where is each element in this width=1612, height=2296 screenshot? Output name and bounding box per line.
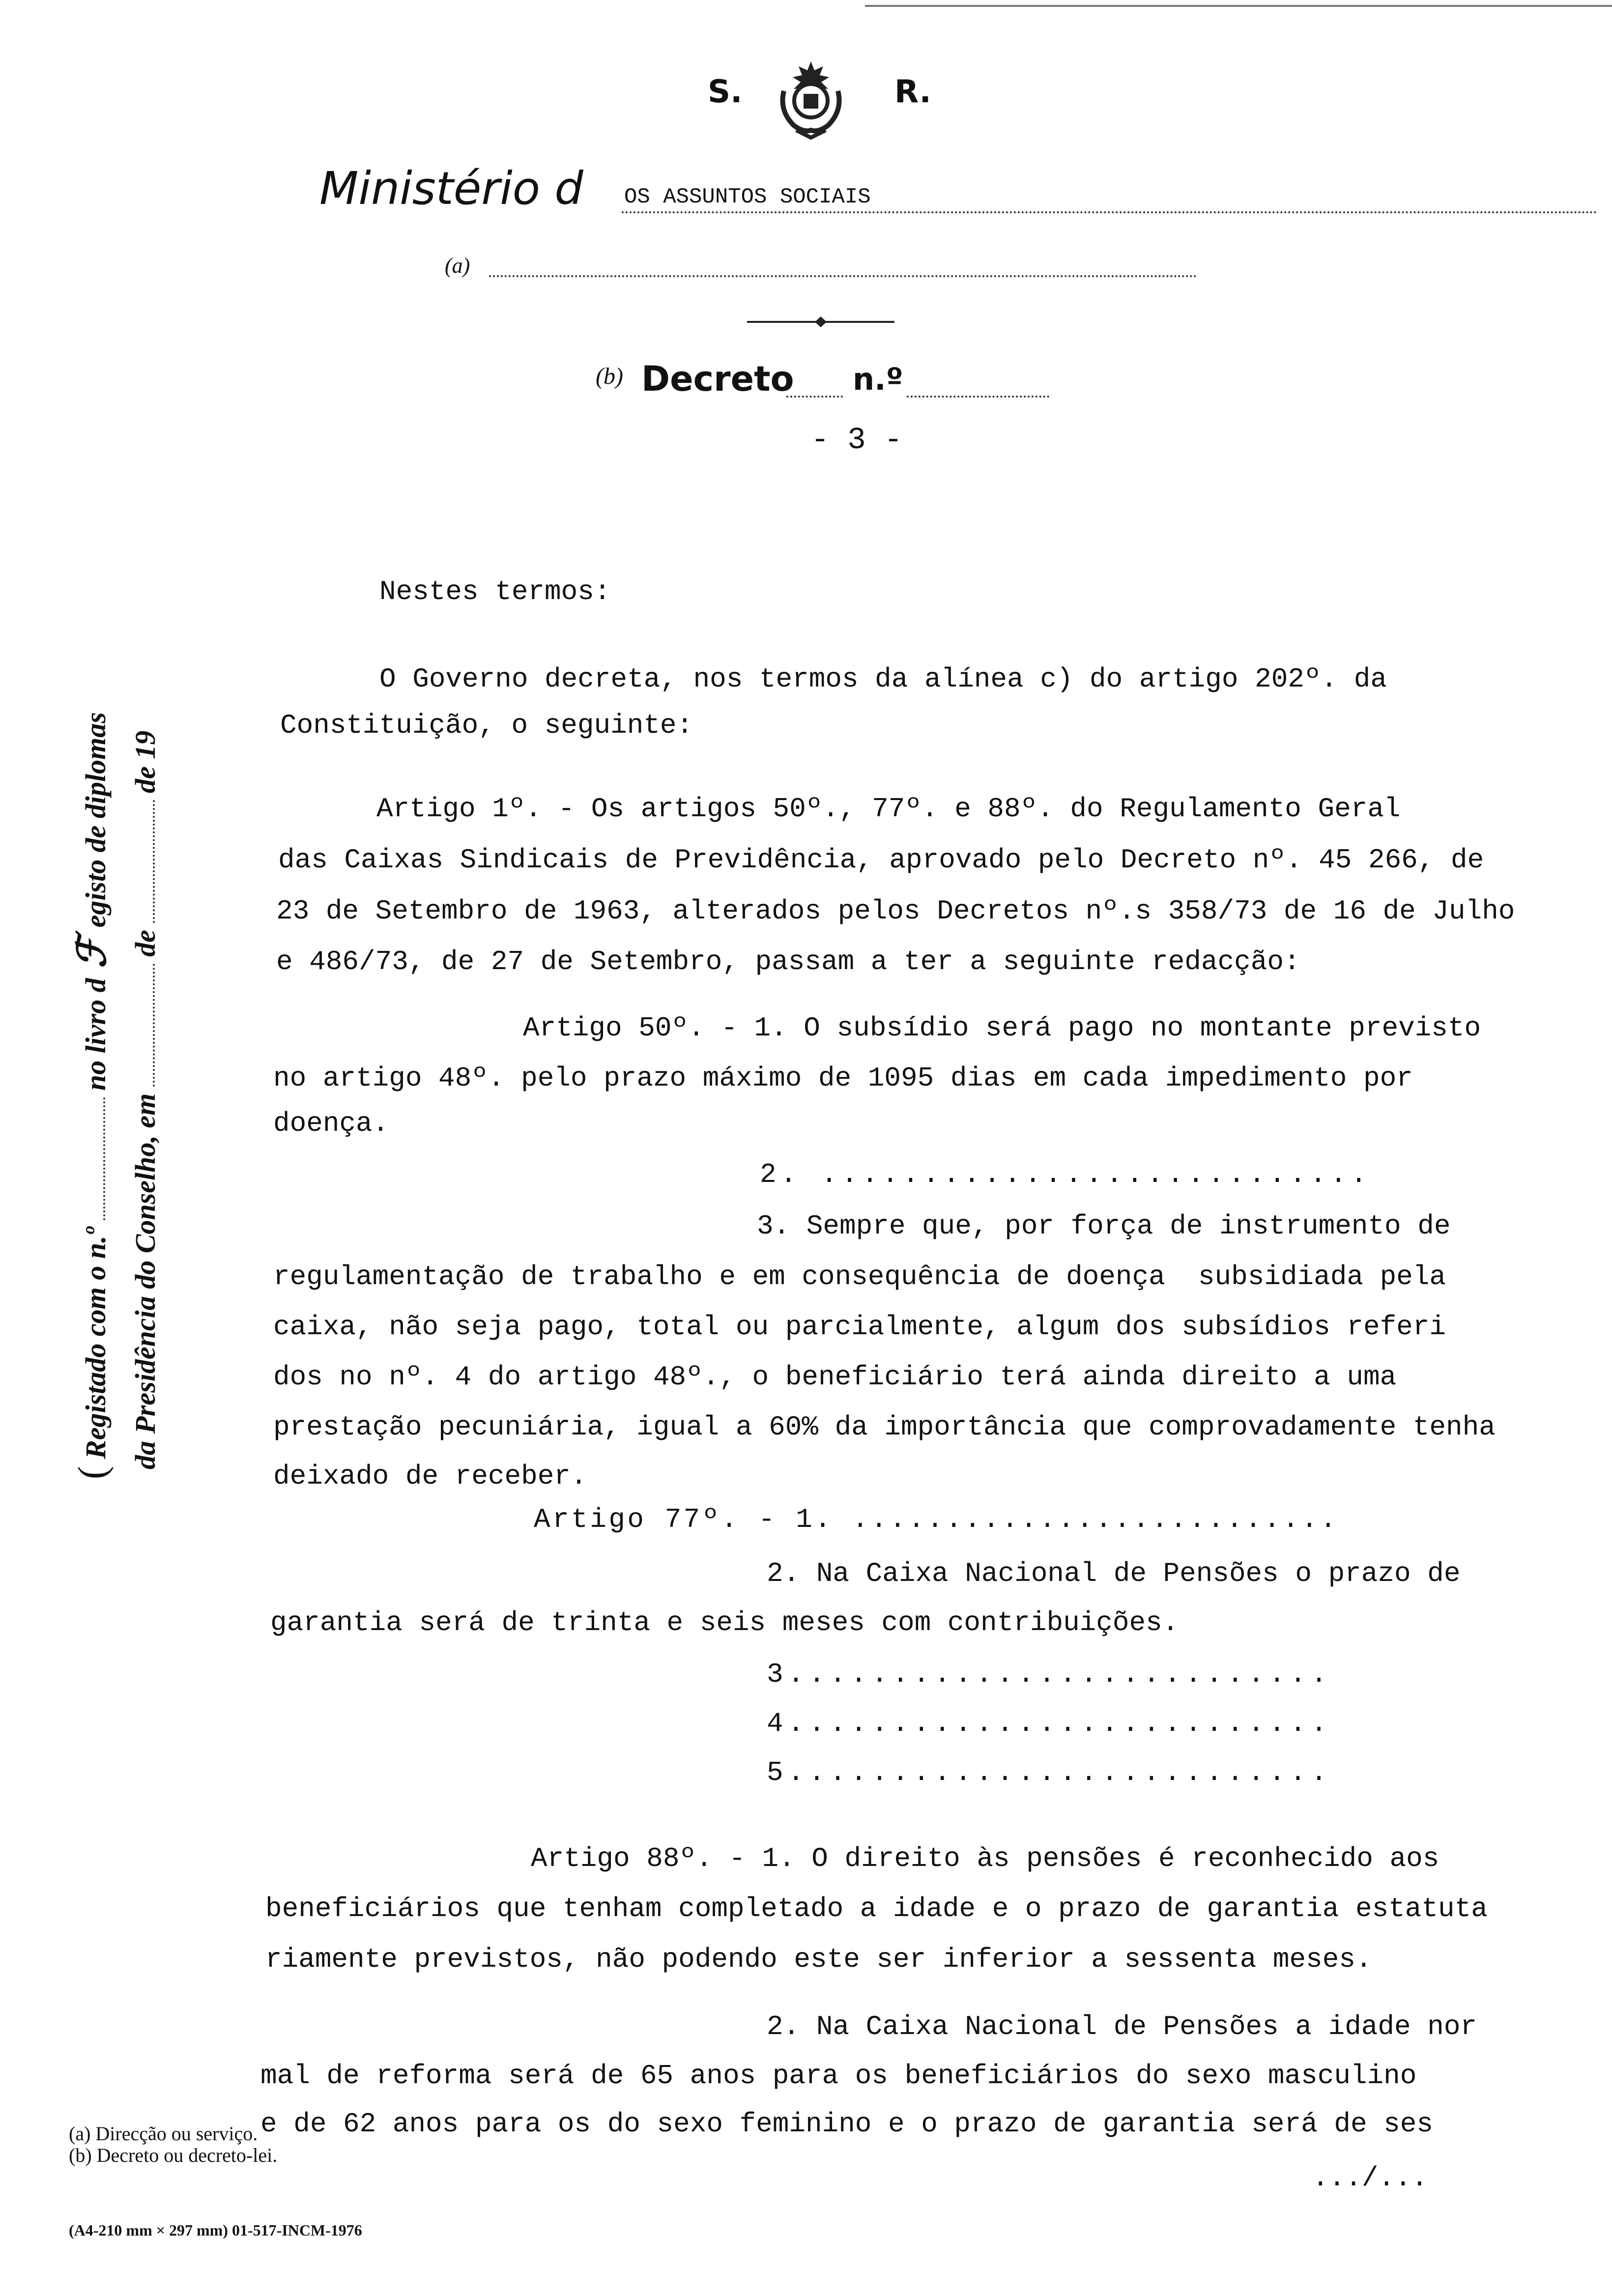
footnote-b: (b) Decreto ou decreto-lei. (69, 2144, 278, 2166)
body-line-11: 2. ........................... (760, 1159, 1371, 1190)
body-line-24: Artigo 88º. - 1. O direito às pensões é reconhecido aos (531, 1843, 1439, 1874)
body-line-14: caixa, não seja pago, total ou parcialmente, algum dos subsídios referi (273, 1311, 1446, 1343)
margin-dots-1 (103, 1097, 105, 1220)
body-line-10: doença. (273, 1108, 389, 1139)
body-line-09: no artigo 48º. pelo prazo máximo de 1095 dias em cada impedimento por (273, 1062, 1413, 1094)
body-line-12: 3. Sempre que, por força de instrumento de (757, 1210, 1451, 1242)
ministry-value: OS ASSUNTOS SOCIAIS (624, 185, 871, 209)
margin-dots-3 (153, 800, 155, 923)
body-line-16: prestação pecuniária, igual a 60% da importância que comprovadamente tenha (273, 1411, 1496, 1443)
body-line-19: 2. Na Caixa Nacional de Pensões o prazo de (767, 1558, 1461, 1589)
continuation-marker: .../... (1312, 2162, 1428, 2194)
margin-registration-line: ( Registado com o n.ºno livro d ℱ egisto de diplomas (71, 712, 114, 1479)
body-line-17: deixado de receber. (273, 1461, 587, 1492)
header-r-letter: R. (894, 74, 931, 110)
body-line-06: 23 de Setembro de 1963, alterados pelos Decretos nº.s 358/73 de 16 de Julho (276, 895, 1515, 927)
margin-presidencia-c: de 19 (129, 730, 161, 793)
page-number: - 3 - (811, 423, 903, 458)
body-line-13: regulamentação de trabalho e em consequência de doença subsidiada pela (273, 1261, 1446, 1292)
body-line-08: Artigo 50º. - 1. O subsídio será pago no montante previsto (523, 1012, 1481, 1044)
margin-registration-c: egisto de diplomas (80, 712, 112, 928)
margin-presidencia-a: da Presidência do Conselho, em (129, 1093, 161, 1469)
body-line-01: Nestes termos: (379, 576, 611, 607)
margin-dots-2 (153, 964, 155, 1087)
ministry-prefix: Ministério d (319, 162, 583, 215)
top-edge-rule (865, 5, 1612, 7)
body-line-27: 2. Na Caixa Nacional de Pensões a idade nor (767, 2011, 1477, 2042)
diamond-divider (747, 315, 894, 329)
ministry-line (319, 162, 1302, 216)
ministry-dotted-line (622, 211, 1597, 213)
margin-registration-b: no livro d (80, 978, 112, 1091)
a-marker: (a) (445, 254, 470, 278)
footnote-a: (a) Direcção ou serviço. (69, 2123, 258, 2145)
margin-presidencia-b: de (129, 929, 161, 957)
body-line-05: das Caixas Sindicais de Previdência, aprovado pelo Decreto nº. 45 266, de (278, 844, 1484, 876)
body-line-26: riamente previstos, não podendo este ser inferior a sessenta meses. (265, 1944, 1372, 1975)
body-line-25: beneficiários que tenham completado a idade e o prazo de garantia estatuta (265, 1893, 1488, 1924)
margin-registration-a: Registado com o n.º (80, 1227, 112, 1459)
numero-dotted-line (907, 396, 1049, 398)
body-line-21: 3.......................... (767, 1659, 1332, 1690)
body-line-28: mal de reforma será de 65 anos para os beneficiários do sexo masculino (260, 2060, 1417, 2092)
numero-label: n.º (853, 361, 903, 397)
form-code: (A4-210 mm × 297 mm) 01-517-INCM-1976 (69, 2221, 362, 2239)
margin-presidencia-line (129, 731, 162, 1469)
decreto-dotted-line (786, 396, 843, 398)
body-line-23: 5.......................... (767, 1757, 1332, 1788)
body-line-02: O Governo decreta, nos termos da alínea c) do artigo 202º. da (379, 663, 1387, 695)
body-line-29: e de 62 anos para os do sexo feminino e o prazo de garantia será de ses (260, 2108, 1433, 2140)
a-dotted-line (489, 275, 1197, 277)
coat-of-arms-icon (774, 57, 848, 140)
body-line-15: dos no nº. 4 do artigo 48º., o beneficiário terá ainda direito a uma (273, 1361, 1397, 1393)
body-line-07: e 486/73, de 27 de Setembro, passam a ter a seguinte redacção: (276, 946, 1300, 977)
body-line-18: Artigo 77º. - 1. .......................... (534, 1504, 1339, 1535)
b-marker: (b) (596, 363, 623, 389)
body-line-22: 4.......................... (767, 1708, 1332, 1739)
header-s-letter: S. (708, 74, 743, 110)
body-line-03: Constituição, o seguinte: (280, 710, 693, 741)
decreto-label: Decreto (641, 359, 794, 399)
body-line-20: garantia será de trinta e seis meses com contribuições. (270, 1607, 1179, 1638)
body-line-04: Artigo 1º. - Os artigos 50º., 77º. e 88º. do Regulamento Geral (376, 793, 1401, 825)
